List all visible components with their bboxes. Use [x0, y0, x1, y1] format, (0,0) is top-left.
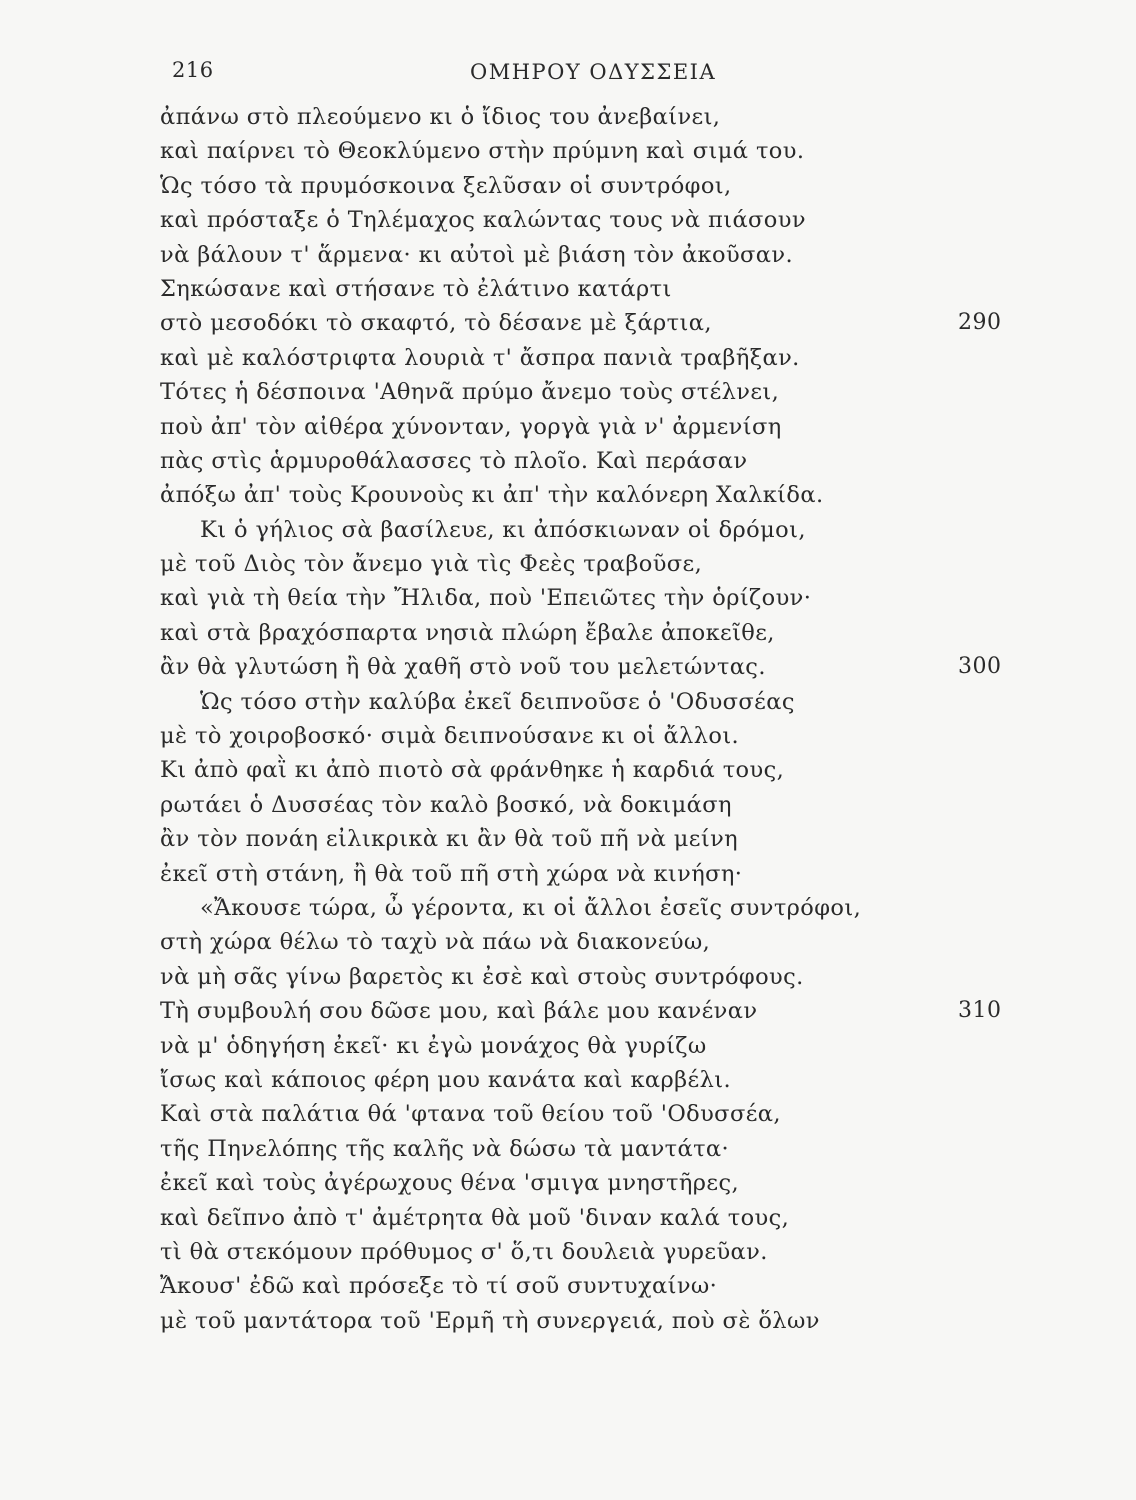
verse-line	[160, 306, 1002, 340]
verse-line	[160, 994, 1002, 1028]
verse-line	[160, 650, 1002, 684]
verse-line	[160, 341, 920, 375]
verse-text: ἐκεῖ καὶ τοὺς ἀγέρωχους θένα 'σμιγα μνηστῆρες,	[160, 1170, 740, 1197]
verse-text: τὶ θὰ στεκόμουν πρόθυμος σ' ὅ,τι δουλειὰ γυρεῦαν.	[160, 1238, 768, 1265]
verse-text: καὶ μὲ καλόστριφτα λουριὰ τ' ἄσπρα πανιὰ τραβῆξαν.	[160, 344, 800, 371]
verse-line	[160, 753, 920, 787]
verse-text: Τότες ἡ δέσποινα 'Αθηνᾶ πρύμο ἄνεμο τοὺς στέλνει,	[160, 379, 780, 406]
verse-line	[160, 1269, 920, 1303]
verse-text: Καὶ στὰ παλάτια θά 'φτανα τοῦ θείου τοῦ 'Οδυσσέα,	[160, 1101, 781, 1128]
verse-text: νὰ μὴ σᾶς γίνω βαρετὸς κι ἐσὲ καὶ στοὺς συντρόφους.	[160, 963, 804, 990]
verse-line	[160, 788, 920, 822]
verse-line	[160, 1166, 920, 1200]
verse-text: στὸ μεσοδόκι τὸ σκαφτό, τὸ δέσανε μὲ ξάρτια,	[160, 310, 712, 337]
verse-line	[160, 238, 920, 272]
verse-text: ἂν τὸν πονάη εἰλικρικὰ κι ἂν θὰ τοῦ πῆ νὰ μείνη	[160, 826, 739, 853]
line-number: 300	[958, 654, 1002, 680]
verse-text: ἂν θὰ γλυτώση ἢ θὰ χαθῆ στὸ νοῦ του μελετώντας.	[160, 654, 766, 681]
verse-text: Ὡς τόσο στὴν καλύβα ἐκεῖ δειπνοῦσε ὁ 'Οδυσσέας	[200, 688, 795, 715]
verse-text: ἀπόξω ἀπ' τοὺς Κρουνοὺς κι ἀπ' τὴν καλόνερη Χαλκίδα.	[160, 482, 824, 509]
verse-text: πὰς στὶς ἁρμυροθάλασσες τὸ πλοῖο. Καὶ περάσαν	[160, 447, 748, 474]
verse-text: Ὡς τόσο τὰ πρυμόσκοινα ξελῦσαν οἱ συντρόφοι,	[160, 172, 732, 199]
verse-line	[160, 581, 920, 615]
verse-text: Τὴ συμβουλή σου δῶσε μου, καὶ βάλε μου κανέναν	[160, 998, 758, 1025]
verse-line	[160, 272, 920, 306]
poem-text	[160, 100, 1002, 1338]
verse-line	[160, 1304, 920, 1338]
verse-text: Σηκώσανε καὶ στήσανε τὸ ἐλάτινο κατάρτι	[160, 275, 672, 302]
verse-text: μὲ τοῦ Διὸς τὸν ἄνεμο γιὰ τὶς Φεὲς τραβοῦσε,	[160, 551, 703, 578]
verse-text: νὰ μ' ὁδηγήση ἐκεῖ· κι ἐγὼ μονάχος θὰ γυρίζω	[160, 1032, 707, 1059]
verse-text: καὶ στὰ βραχόσπαρτα νησιὰ πλώρη ἔβαλε ἀποκεῖθε,	[160, 619, 775, 646]
verse-line	[160, 960, 920, 994]
verse-line	[160, 857, 920, 891]
verse-text: Κι ὁ γήλιος σὰ βασίλευε, κι ἀπόσκιωναν οἱ δρόμοι,	[200, 516, 806, 543]
verse-line	[160, 891, 920, 925]
line-number: 310	[958, 998, 1002, 1024]
verse-line	[160, 375, 920, 409]
verse-text: ρωτάει ὁ Δυσσέας τὸν καλὸ βοσκό, νὰ δοκιμάση	[160, 791, 732, 818]
verse-text: ἀπάνω στὸ πλεούμενο κι ὁ ἴδιος του ἀνεβαίνει,	[160, 104, 721, 130]
verse-line	[160, 547, 920, 581]
verse-text: καὶ γιὰ τὴ θεία τὴν Ἤλιδα, ποὺ 'Επειῶτες τὴν ὁρίζουν·	[160, 585, 812, 612]
verse-text: ἴσως καὶ κάποιος φέρη μου κανάτα καὶ καρβέλι.	[160, 1066, 732, 1093]
page-header	[0, 52, 1136, 92]
verse-text: καὶ παίρνει τὸ Θεοκλύμενο στὴν πρύμνη καὶ σιμά του.	[160, 138, 805, 165]
verse-text: μὲ τὸ χοιροβοσκό· σιμὰ δειπνούσανε κι οἱ ἄλλοι.	[160, 723, 740, 750]
verse-text: καὶ δεῖπνο ἀπὸ τ' ἀμέτρητα θὰ μοῦ 'διναν καλά τους,	[160, 1204, 790, 1231]
verse-line	[160, 925, 920, 959]
verse-line	[160, 822, 920, 856]
verse-text: νὰ βάλουν τ' ἅρμενα· κι αὐτοὶ μὲ βιάση τὸν ἀκοῦσαν.	[160, 241, 794, 268]
verse-line	[160, 1063, 920, 1097]
verse-text: ἐκεῖ στὴ στάνη, ἢ θὰ τοῦ πῆ στὴ χώρα νὰ κινήση·	[160, 860, 743, 887]
verse-line	[160, 719, 920, 753]
verse-line	[160, 100, 920, 134]
page-number: 216	[172, 58, 214, 82]
verse-text: Ἄκουσ' ἐδῶ καὶ πρόσεξε τὸ τί σοῦ συντυχαίνω·	[160, 1273, 718, 1300]
verse-line	[160, 1029, 920, 1063]
verse-text: ποὺ ἀπ' τὸν αἰθέρα χύνονταν, γοργὰ γιὰ ν' ἀρμενίση	[160, 413, 782, 440]
verse-text: Κι ἀπὸ φαῒ κι ἀπὸ πιοτὸ σὰ φράνθηκε ἡ καρδιά τους,	[160, 757, 785, 784]
verse-line	[160, 1235, 920, 1269]
verse-line	[160, 1201, 920, 1235]
verse-line	[160, 444, 920, 478]
verse-text: καὶ πρόσταξε ὁ Τηλέμαχος καλώντας τους νὰ πιάσουν	[160, 207, 806, 234]
verse-line	[160, 616, 920, 650]
verse-line	[160, 410, 920, 444]
verse-text: τῆς Πηνελόπης τῆς καλῆς νὰ δώσω τὰ μαντάτα·	[160, 1135, 730, 1162]
verse-line	[160, 169, 920, 203]
running-title: ΟΜΗΡΟΥ ΟΔΥΣΣΕΙΑ	[470, 60, 717, 84]
verse-line	[160, 685, 920, 719]
verse-line	[160, 203, 920, 237]
verse-line	[160, 1132, 920, 1166]
verse-line	[160, 134, 920, 168]
line-number: 290	[958, 310, 1002, 336]
verse-line	[160, 478, 920, 512]
verse-line	[160, 513, 920, 547]
verse-text: στὴ χώρα θέλω τὸ ταχὺ νὰ πάω νὰ διακονεύω,	[160, 929, 711, 956]
verse-text: μὲ τοῦ μαντάτορα τοῦ 'Ερμῆ τὴ συνεργειά, ποὺ σὲ ὅλων	[160, 1307, 820, 1334]
verse-text: «Ἄκουσε τώρα, ὦ γέροντα, κι οἱ ἄλλοι ἐσεῖς συντρόφοι,	[200, 894, 862, 921]
verse-line	[160, 1097, 920, 1131]
